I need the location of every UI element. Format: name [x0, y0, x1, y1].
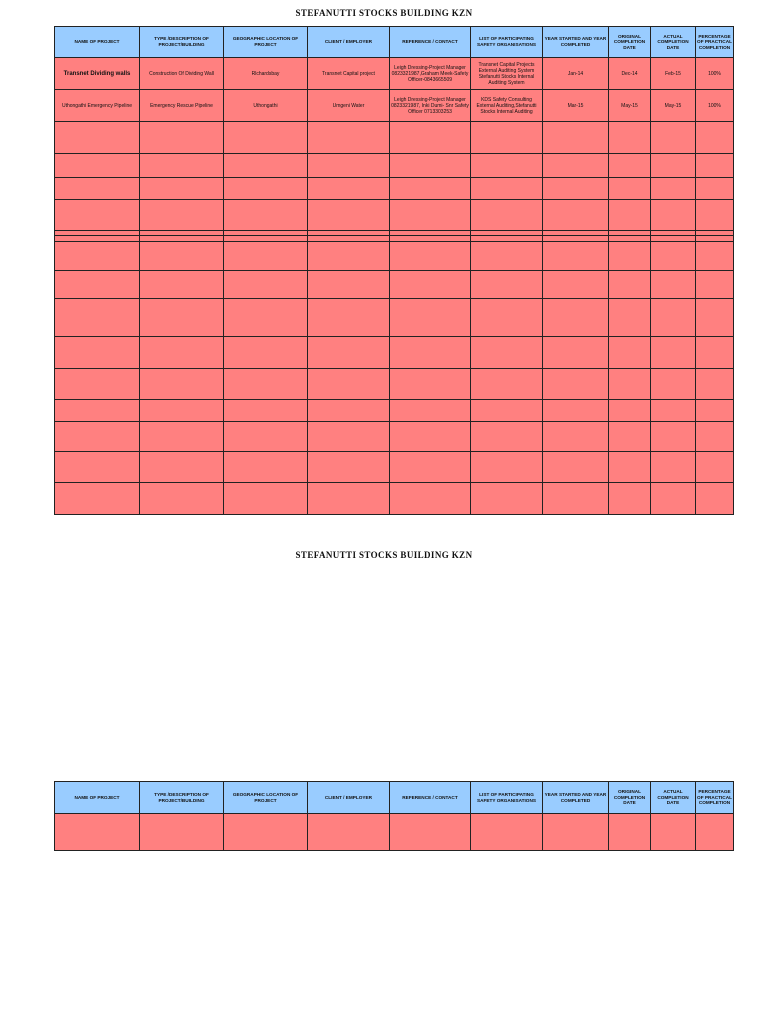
cell-project-type: Construction Of Dividing Wall [140, 58, 224, 90]
cell-reference: Leigh Dressing-Project Manager 0823321987,Graham Meek-Safety Officer-0843665509 [390, 58, 471, 90]
empty-row [55, 200, 734, 231]
cell-location: Rlchardsbay [224, 58, 308, 90]
cell-percentage: 100% [696, 90, 734, 122]
cell-year-started: Mar-15 [543, 90, 609, 122]
header-safety-organisations: LIST OF PARTICIPATING SAFETY ORGANISATIONS [471, 27, 543, 58]
empty-row [55, 122, 734, 154]
cell-safety-organisations: KDS Safety Consulting External Auditing,Stefanutti Stocks Internal Auditing [471, 90, 543, 122]
cell-actual-date: May-15 [651, 90, 696, 122]
empty-row [55, 271, 734, 299]
cell-client: Transnet Capital project [308, 58, 390, 90]
page-title-second: STEFANUTTI STOCKS BUILDING KZN [295, 550, 473, 560]
header-reference-contact: REFERENCE / CONTACT [390, 27, 471, 58]
header-type-description: TYPE /DESCRIPTION OF PROJECT/BUILDING [140, 27, 224, 58]
table-row [55, 90, 734, 122]
empty-row [55, 154, 734, 178]
empty-row [55, 299, 734, 337]
empty-row [55, 337, 734, 369]
header-actual-completion-date: ACTUAL COMPLETION DATE [651, 782, 696, 814]
empty-row [55, 452, 734, 483]
empty-row [55, 369, 734, 400]
empty-row [55, 178, 734, 200]
cell-percentage: 100% [696, 58, 734, 90]
cell-original-date: Dec-14 [609, 58, 651, 90]
header-year-started-completed: YEAR STARTED AND YEAR COMPLETED [543, 27, 609, 58]
cell-year-started: Jan-14 [543, 58, 609, 90]
header-percentage-completion: PERCENTAGE OF PRACTICAL COMPLETION [696, 27, 734, 58]
header-name-of-project: NAME OF PROJECT [55, 27, 140, 58]
header-original-completion-date: ORIGINAL COMPLETION DATE [609, 27, 651, 58]
header-client-employer: CLIENT / EMPLOYER [308, 27, 390, 58]
page-title: STEFANUTTI STOCKS BUILDING KZN [295, 8, 473, 18]
table-row [55, 58, 734, 90]
empty-row [55, 814, 734, 851]
cell-location: Uthongathi [224, 90, 308, 122]
table-header-row [55, 27, 734, 58]
cell-project-name: Uthongathi Emergency Pipeline [55, 90, 140, 122]
header-safety-organisations: LIST OF PARTICIPATING SAFETY ORGANISATIONS [471, 782, 543, 814]
cell-actual-date: Feb-15 [651, 58, 696, 90]
projects-table [54, 26, 734, 515]
header-geographic-location: GEOGRAPHIC LOCATION OF PROJECT [224, 27, 308, 58]
header-type-description: TYPE /DESCRIPTION OF PROJECT/BUILDING [140, 782, 224, 814]
header-percentage-completion: PERCENTAGE OF PRACTICAL COMPLETION [696, 782, 734, 814]
cell-safety-organisations: Transnet Capital Projects External Auditing System Stefanutti Stocks Internal Auditing System [471, 58, 543, 90]
table-header-row [55, 782, 734, 814]
empty-row [55, 483, 734, 515]
empty-row [55, 400, 734, 422]
cell-reference: Leigh Dressing-Project Manager 0823321987, Inki Dumi- Snr Safety Officer 0713303253 [390, 90, 471, 122]
empty-row [55, 422, 734, 452]
cell-project-name: Transnet Dividing walls [55, 58, 140, 90]
empty-row [55, 242, 734, 271]
header-reference-contact: REFERENCE / CONTACT [390, 782, 471, 814]
cell-client: Umgeni Water [308, 90, 390, 122]
cell-original-date: May-15 [609, 90, 651, 122]
cell-project-type: Emergency Rescue Pipeline [140, 90, 224, 122]
header-actual-completion-date: ACTUAL COMPLETION DATE [651, 27, 696, 58]
projects-table-second [54, 781, 734, 851]
header-year-started-completed: YEAR STARTED AND YEAR COMPLETED [543, 782, 609, 814]
header-geographic-location: GEOGRAPHIC LOCATION OF PROJECT [224, 782, 308, 814]
header-original-completion-date: ORIGINAL COMPLETION DATE [609, 782, 651, 814]
header-name-of-project: NAME OF PROJECT [55, 782, 140, 814]
header-client-employer: CLIENT / EMPLOYER [308, 782, 390, 814]
